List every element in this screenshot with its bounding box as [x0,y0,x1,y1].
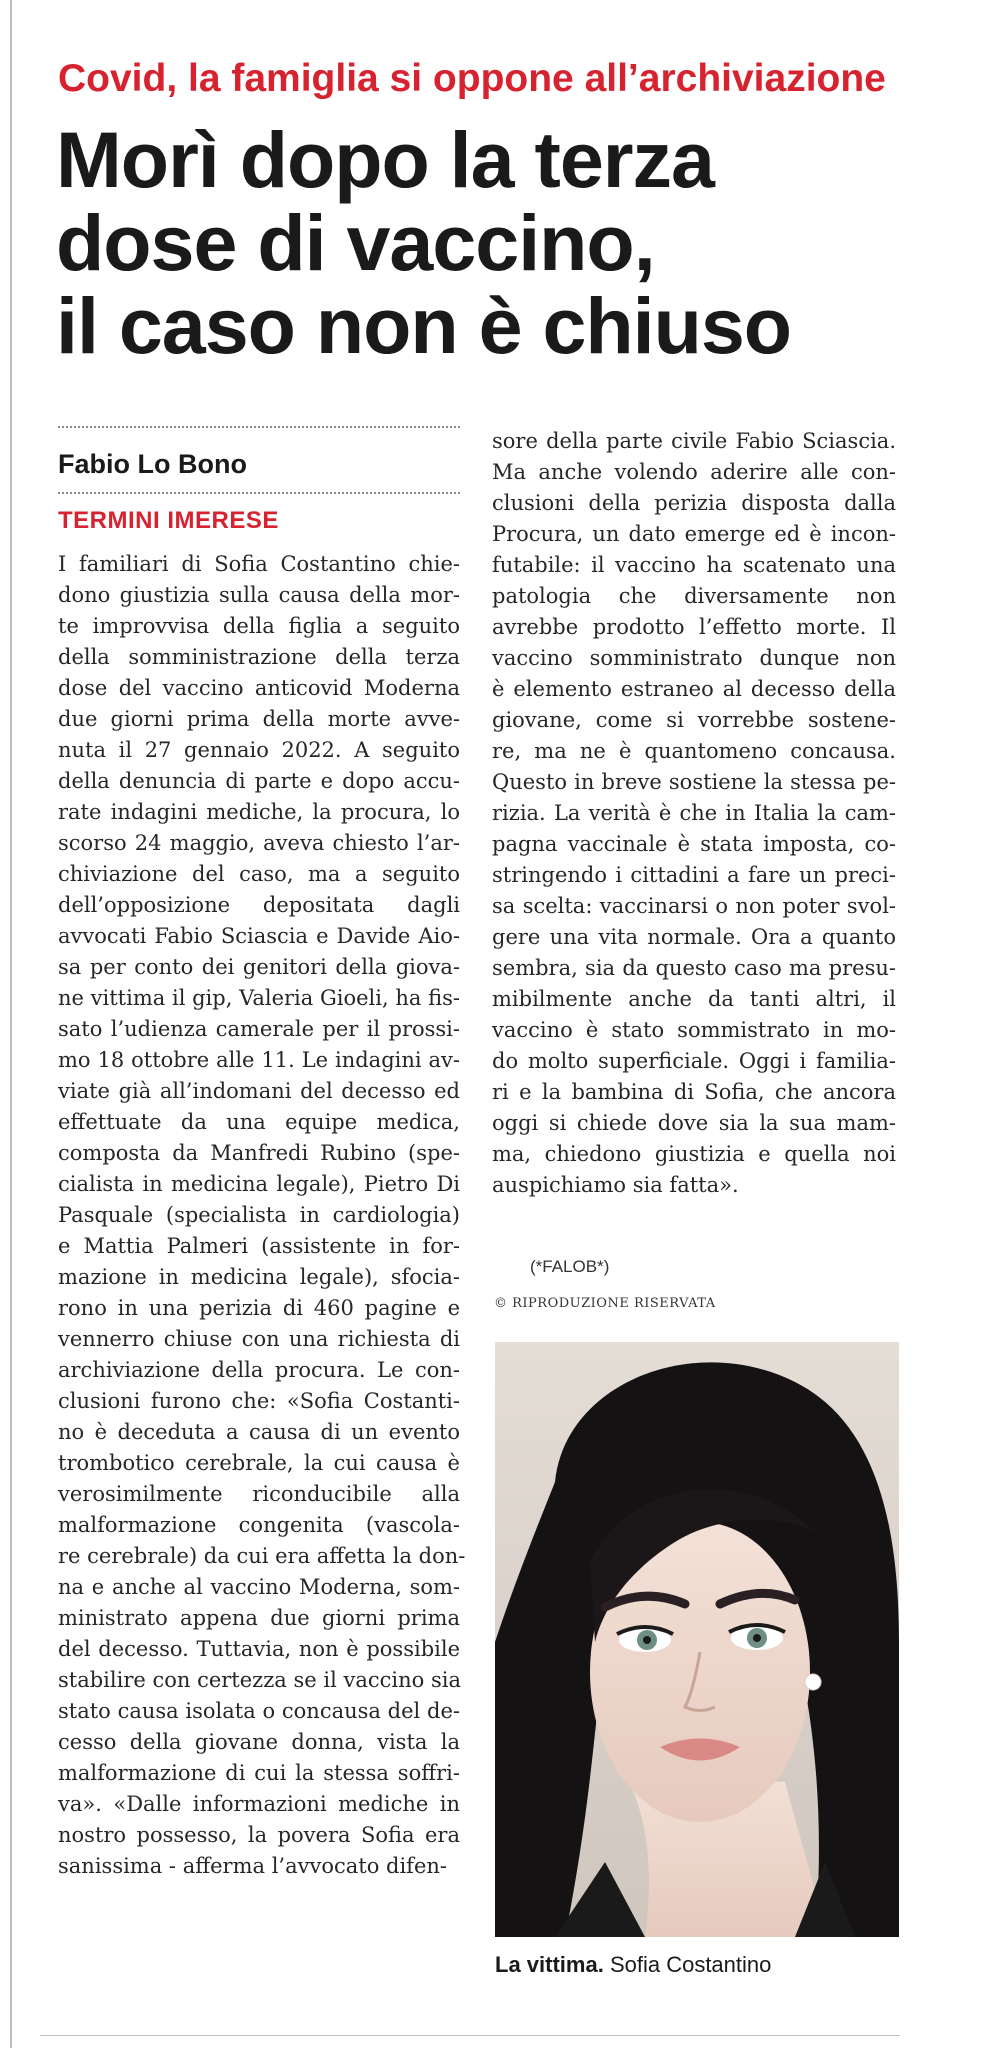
body-text-line: no è deceduta a causa di un evento [58,1420,460,1444]
body-text-line: composta da Manfredi Rubino (spe- [58,1141,460,1165]
body-text-line: ministrato appena due giorni prima [58,1606,460,1630]
body-text-line: sanissima - afferma l’avvocato difen- [58,1854,448,1878]
body-text-line: ne vittima il gip, Valeria Gioeli, ha fis- [58,986,460,1010]
caption-label: La vittima. [495,1952,604,1977]
headline-line: il caso non è chiuso [56,281,792,370]
body-text-line: Ma anche volendo aderire alle con- [492,460,896,484]
body-text-line: clusioni della perizia disposta dalla [492,491,896,515]
body-text-line: sa per conto dei genitori della giova- [58,955,460,979]
body-text-line: rate indagini mediche, la procura, lo [58,800,460,824]
author-signature: (*FALOB*) [530,1257,610,1276]
body-text-line: viate già all’indomani del decesso ed [58,1079,460,1103]
body-text-line: malformazione congenita (vascola- [58,1513,460,1537]
body-text-line: do molto superficiale. Oggi i familia- [492,1049,896,1073]
body-text-line: scorso 24 maggio, aveva chiesto l’ar- [58,831,460,855]
body-text-line: chiviazione del caso, ma a seguito [58,862,460,886]
body-text-line: gere una vita normale. Ora a quanto [492,925,896,949]
body-text-line: na e anche al vaccino Moderna, som- [58,1575,460,1599]
bottom-divider [40,2035,900,2036]
body-text-line: stringendo i cittadini a fare un preci- [492,863,896,887]
body-text-line: della somministrazione della terza [58,645,460,669]
portrait-illustration [495,1342,899,1937]
body-text-line: oggi si chiede dove sia la sua mam- [492,1111,896,1135]
caption-name: Sofia Costantino [609,1952,772,1977]
body-text-line: e Mattia Palmeri (assistente in for- [58,1234,460,1258]
page-margin-rule [10,0,12,2048]
dateline-location: TERMINI IMERESE [58,507,279,534]
body-text-line: mibilmente anche da tanti altri, il [492,987,896,1011]
body-column-1 [58,549,466,1882]
body-text-line: della denuncia di parte e dopo accu- [58,769,460,793]
body-text-line: malformazione di cui la stessa soffri- [58,1761,460,1785]
body-text-line: sembra, sia da questo caso ma presu- [492,956,896,980]
article-headline [56,115,956,370]
body-text-line: rizia. La verità è che in Italia la cam- [492,801,896,825]
body-text-line: trombotico cerebrale, la cui causa è [58,1451,460,1475]
body-text-line: è elemento estraneo al decesso della [492,677,896,701]
photo-caption [495,1950,771,1980]
body-text-line: va». «Dalle informazioni mediche in [58,1792,460,1816]
body-text-line: mo 18 ottobre alle 11. Le indagini av- [58,1048,460,1072]
headline-line: Morì dopo la terza [56,115,714,204]
body-text-line: cialista in medicina legale), Pietro Di [58,1172,460,1196]
body-text-line: mazione in medicina legale), sfocia- [58,1265,460,1289]
body-text-line: clusioni furono che: «Sofia Costanti- [58,1389,460,1413]
author-byline: Fabio Lo Bono [58,449,247,479]
body-text-line: I familiari di Sofia Costantino chie- [58,552,460,576]
body-text-line: Pasquale (specialista in cardiologia) [58,1203,460,1227]
body-text-line: re, ma ne è quantomeno concausa. [492,739,896,763]
body-text-line: sato l’udienza camerale per il prossi- [58,1017,460,1041]
body-text-line: cesso della giovane donna, vista la [58,1730,460,1754]
body-text-line: te improvvisa della figlia a seguito [58,614,460,638]
body-text-line: avrebbe prodotto l’effetto morte. Il [492,615,896,639]
body-text-line: verosimilmente riconducibile alla [58,1482,460,1506]
body-text-line: vaccino è stato sommistrato in mo- [492,1018,896,1042]
body-text-line: effettuate da una equipe medica, [58,1110,460,1134]
body-text-line: patologia che diversamente non [492,584,896,608]
body-text-line: nostro possesso, la povera Sofia era [58,1823,460,1847]
body-text-line: dell’opposizione depositata dagli [58,893,460,917]
victim-photo [495,1342,899,1937]
body-text-line: dono giustizia sulla causa della mor- [58,583,460,607]
body-text-line: del decesso. Tuttavia, non è possibile [58,1637,460,1661]
body-text-line: sa scelta: vaccinarsi o non poter svol- [492,894,896,918]
dotted-divider [58,492,460,494]
copyright-notice: © RIPRODUZIONE RISERVATA [494,1296,716,1311]
body-text-line: ri e la bambina di Sofia, che ancora [492,1080,896,1104]
body-text-line: rono in una perizia di 460 pagine e [58,1296,460,1320]
body-text-line: stato causa isolata o concausa del de- [58,1699,460,1723]
body-text-line: pagna vaccinale è stata imposta, co- [492,832,896,856]
body-text-line: dose del vaccino anticovid Moderna [58,676,460,700]
body-text-line: vaccino somministrato dunque non [492,646,896,670]
body-text-line: Procura, un dato emerge ed è incon- [492,522,896,546]
body-text-line: giovane, come si vorrebbe sostene- [492,708,896,732]
article-kicker: Covid, la famiglia si oppone all’archiviazione [58,57,886,100]
body-text-line: avvocati Fabio Sciascia e Davide Aio- [58,924,460,948]
body-text-line: re cerebrale) da cui era affetta la don- [58,1544,466,1568]
body-text-line: archiviazione della procura. Le con- [58,1358,460,1382]
body-text-line: stabilire con certezza se il vaccino sia [58,1668,461,1692]
body-text-line: Questo in breve sostiene la stessa pe- [492,770,896,794]
body-text-line: ma, chiedono giustizia e quella noi [492,1142,896,1166]
dotted-divider [58,426,460,428]
body-column-2 [492,426,896,1201]
body-text-line: sore della parte civile Fabio Sciascia. [492,429,896,453]
body-text-line: nuta il 27 gennaio 2022. A seguito [58,738,460,762]
body-text-line: auspichiamo sia fatta». [492,1173,739,1197]
body-text-line: due giorni prima della morte avve- [58,707,460,731]
body-text-line: vennerro chiuse con una richiesta di [58,1327,460,1351]
body-text-line: futabile: il vaccino ha scatenato una [492,553,896,577]
headline-line: dose di vaccino, [56,198,655,287]
